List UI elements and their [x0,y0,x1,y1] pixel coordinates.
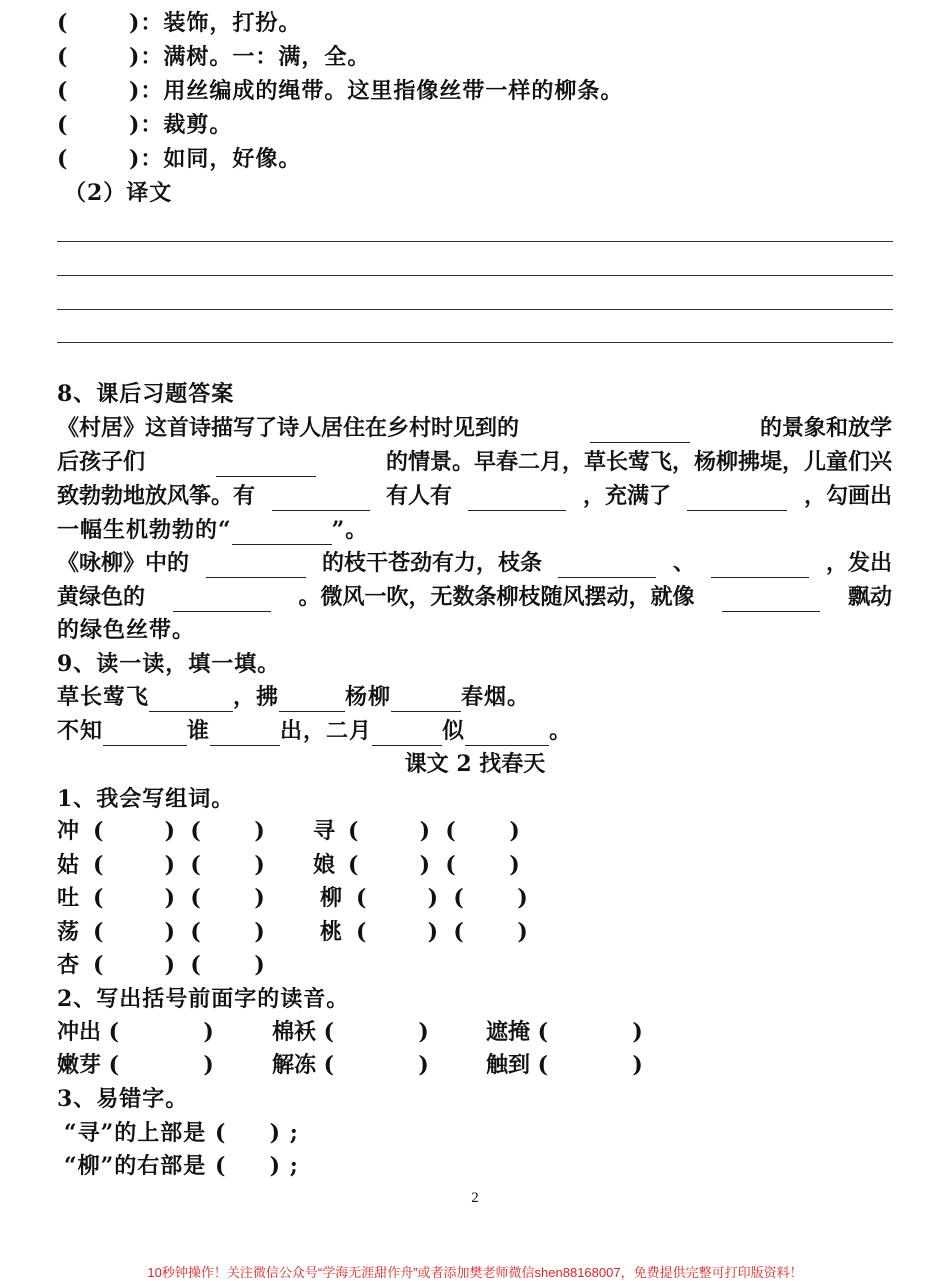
fill-blank[interactable] [465,721,549,746]
word-char: 姑 [57,852,80,878]
text: 《咏柳》中的 [57,550,190,576]
question-heading: 8、课后习题答案 [57,381,235,407]
definition-line: ( )：如同，好像。 [57,146,302,172]
word-parens[interactable]: ( ) ( ) [93,818,265,844]
word-char: 冲 [57,818,80,844]
fill-blank[interactable] [590,418,690,443]
word-parens[interactable]: ( ) ( ) [356,919,528,945]
text: 不知 [57,718,104,744]
text: 似 [442,718,466,744]
poem-line [57,682,530,712]
text: 春烟。 [461,684,531,710]
word-parens[interactable]: ( ) ( ) [356,885,528,911]
fill-blank[interactable] [372,721,442,746]
text: ，拂 [233,684,280,710]
promo-footer: 10秒钟操作！关注微信公众号“学海无涯甜作舟”或者添加樊老师微信shen88168007，免费提供完整可打印版资料！ [147,1265,803,1280]
fill-blank[interactable] [687,486,787,511]
text: ”。 [331,517,369,543]
word-char: 荡 [57,919,80,945]
word-parens[interactable]: ( ) ( ) [93,952,265,978]
text: 后孩子们 [57,449,146,475]
section-heading: 1、我会写组词。 [57,786,235,812]
answer-line [57,515,368,545]
text: ，发出 [825,550,892,576]
fill-blank[interactable] [558,553,656,578]
word-char: 娘 [313,852,336,878]
answer-line [57,413,892,443]
answer-line: 的绿色丝带。 [57,617,196,643]
pinyin-item[interactable]: 解冻 ( ) [272,1052,429,1078]
answer-line [57,548,892,578]
word-parens[interactable]: ( ) ( ) [93,852,265,878]
text: 出，二月 [280,718,373,744]
fill-blank[interactable] [103,721,187,746]
question-heading: 9、读一读，填一填。 [57,651,281,677]
lesson-title: 课文 2 找春天 [404,751,546,777]
fill-blank[interactable] [216,452,316,477]
fill-blank[interactable] [468,486,566,511]
text: 的枝干苍劲有力，枝条 [321,550,542,576]
translation-label: （2）译文 [64,180,173,206]
poem-line [57,716,572,746]
word-char: 杏 [57,952,80,978]
answer-line [57,481,892,511]
answer-line [57,447,892,477]
text: 飘动 [847,584,892,610]
text: 的景象和放学 [759,415,892,441]
pinyin-item[interactable]: 冲出 ( ) [57,1019,214,1045]
pinyin-item[interactable]: 嫩芽 ( ) [57,1052,214,1078]
error-char-line: “柳”的右部是 ( ) ; [64,1153,299,1179]
definition-line: ( )：满树。一：满，全。 [57,44,371,70]
fill-blank[interactable] [711,553,809,578]
fill-blank[interactable] [391,687,461,712]
text: 致勃勃地放风筝。有 [57,483,256,509]
text: 有人有 [385,483,452,509]
word-char: 吐 [57,885,80,911]
definition-line: ( )：装饰，打扮。 [57,10,302,36]
definition-line: ( )：用丝编成的绳带。这里指像丝带一样的柳条。 [57,78,624,104]
word-char: 柳 [320,885,343,911]
page-number: 2 [471,1190,479,1206]
fill-blank[interactable] [210,721,280,746]
fill-blank[interactable] [272,486,370,511]
text: 。 [549,718,573,744]
text: 谁 [187,718,211,744]
fill-blank[interactable] [149,687,233,712]
pinyin-item[interactable]: 棉袄 ( ) [272,1019,429,1045]
word-char: 桃 [320,919,343,945]
pinyin-item[interactable]: 触到 ( ) [486,1052,643,1078]
word-parens[interactable]: ( ) ( ) [93,885,265,911]
answer-line [57,582,892,612]
definition-line: ( )：裁剪。 [57,112,233,138]
text: 的情景。早春二月，草长莺飞，杨柳拂堤，儿童们兴 [385,449,892,475]
word-parens[interactable]: ( ) ( ) [348,852,520,878]
word-char: 寻 [313,818,336,844]
text: 。微风一吹，无数条柳枝随风摆动，就像 [298,584,695,610]
text: 杨柳 [345,684,392,710]
fill-blank[interactable] [279,687,345,712]
word-parens[interactable]: ( ) ( ) [348,818,520,844]
text: 黄绿色的 [57,584,146,610]
writing-line [57,275,893,276]
text: 草长莺飞 [57,684,150,710]
text: 《村居》这首诗描写了诗人居住在乡村时见到的 [57,415,520,441]
text: ，勾画出 [803,483,892,509]
word-parens[interactable]: ( ) ( ) [93,919,265,945]
writing-line [57,342,893,343]
text: 一幅生机勃勃的“ [57,517,232,543]
error-char-line: “寻”的上部是 ( ) ; [64,1120,299,1146]
section-heading: 3、易错字。 [57,1086,189,1112]
fill-blank[interactable] [722,587,820,612]
writing-line [57,241,893,242]
fill-blank[interactable] [232,520,332,545]
section-heading: 2、写出括号前面字的读音。 [57,986,350,1012]
pinyin-item[interactable]: 遮掩 ( ) [486,1019,643,1045]
text: ，充满了 [582,483,671,509]
writing-line [57,309,893,310]
fill-blank[interactable] [206,553,306,578]
fill-blank[interactable] [173,587,271,612]
text: 、 [672,550,695,576]
